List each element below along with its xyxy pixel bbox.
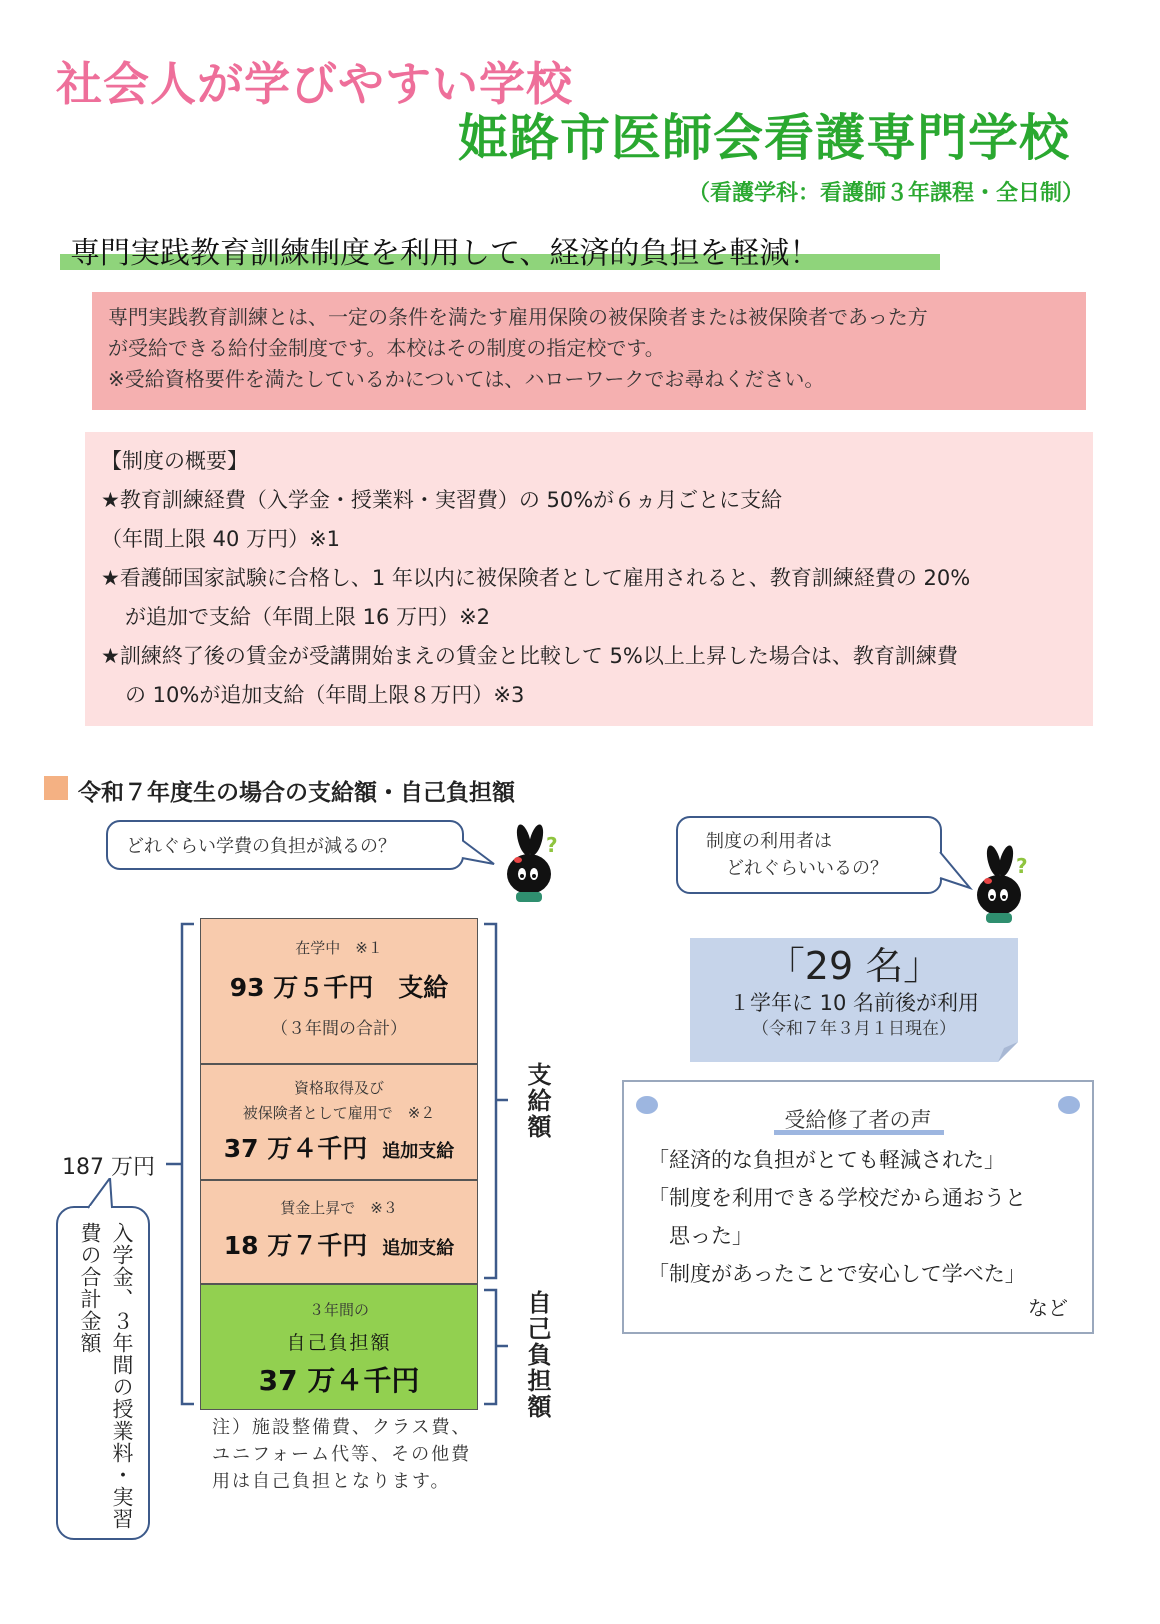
bubble-tail: [462, 838, 498, 868]
block-amount: 37 万４千円: [223, 1134, 368, 1163]
intro-line: が受給できる給付金制度です。本校はその制度の指定校です。: [108, 336, 665, 360]
voice-item: 「制度があったことで安心して学べた」: [648, 1262, 1026, 1286]
overview-item: ★看護師国家試験に合格し、1 年以内に被保険者として雇用されると、教育訓練経費の 20%: [101, 566, 971, 590]
question-mark-icon: ?: [546, 833, 558, 857]
intro-line: ※受給資格要件を満たしているかについては、ハローワークでお尋ねください。: [108, 367, 825, 391]
title-tagline: 社会人が学びやすい学校: [56, 57, 573, 111]
overview-item: ★訓練終了後の賃金が受講開始まえの賃金と比較して 5%以上上昇した場合は、教育訓練費: [101, 644, 958, 668]
section-title: 令和７年度生の場合の支給額・自己負担額: [78, 780, 515, 806]
voices-box: [622, 1080, 1094, 1334]
block-amount: 18 万７千円: [223, 1231, 368, 1260]
headline-text: 専門実践教育訓練制度を利用して、経済的負担を軽減！: [70, 236, 820, 271]
overview-heading: 【制度の概要】: [101, 449, 248, 473]
block-note: （３年間の合計）: [271, 1019, 407, 1039]
question-text: どれぐらい学費の負担が減るの？: [126, 836, 396, 857]
course-subtitle: （看護学科：看護師３年課程・全日制）: [687, 181, 1084, 206]
total-description-bubble: [56, 1206, 150, 1540]
block-amount: 37 万４千円: [258, 1364, 420, 1397]
block-suffix: 追加支給: [382, 1238, 455, 1259]
voices-etc: など: [1028, 1296, 1068, 1320]
users-count: 「29 名」: [766, 944, 942, 988]
cost-note: 注）施設整備費、クラス費、ユニフォーム代等、その他費用は自己負担となります。: [212, 1417, 472, 1492]
total-amount: 187 万円: [62, 1155, 155, 1180]
total-description: 入学金、３年間の授業料・実習費の合計金額: [78, 1222, 134, 1530]
overview-item: が追加で支給（年間上限 16 万円）※2: [125, 605, 491, 629]
school-name: 姫路市医師会看護専門学校: [458, 109, 1070, 167]
users-count-box: [690, 938, 1018, 1062]
question-bubble-fees: [106, 820, 464, 870]
section-marker: [44, 776, 68, 800]
bubble-tail: [84, 1178, 124, 1210]
users-date: （令和７年３月１日現在）: [752, 1019, 956, 1039]
rabbit-mascot-icon: [496, 822, 562, 908]
headline: [60, 228, 940, 276]
block-qualification: [200, 1064, 478, 1180]
rabbit-mascot-icon: [966, 842, 1032, 930]
intro-line: 専門実践教育訓練とは、一定の条件を満たす雇用保険の被保険者または被保険者であった方: [108, 305, 928, 329]
block-self-pay: [200, 1284, 478, 1410]
voices-title: 受給修了者の声: [784, 1108, 932, 1132]
users-per-year: １学年に 10 名前後が利用: [728, 991, 980, 1015]
voice-item: 「制度を利用できる学校だから通おうと: [648, 1186, 1026, 1210]
block-caption: 賃金上昇で ※３: [280, 1199, 398, 1217]
block-caption: 在学中 ※１: [295, 939, 383, 957]
label-paid: 支給額: [523, 1062, 551, 1140]
question-mark-icon: ?: [1016, 854, 1028, 878]
question-text: どれぐらいいるの？: [726, 858, 888, 879]
block-wage-increase: [200, 1180, 478, 1284]
block-label: 自己負担額: [286, 1332, 392, 1354]
question-bubble-users: [676, 816, 942, 894]
voice-item: 思った」: [648, 1224, 753, 1248]
block-caption: 資格取得及び: [293, 1079, 384, 1097]
overview-box: [85, 432, 1093, 726]
block-caption: ３年間の: [308, 1301, 369, 1319]
overview-item: ★教育訓練経費（入学金・授業料・実習費）の 50%が６ヵ月ごとに支給: [101, 488, 783, 512]
block-amount: 93 万５千円 支給: [229, 973, 449, 1002]
label-self-pay: 自己負担額: [523, 1290, 551, 1420]
page-curl: [998, 1042, 1020, 1064]
block-suffix: 追加支給: [382, 1141, 455, 1162]
block-caption: 被保険者として雇用で ※２: [242, 1104, 436, 1122]
intro-box: [92, 292, 1086, 410]
overview-item: （年間上限 40 万円）※1: [101, 527, 341, 551]
question-text: 制度の利用者は: [706, 831, 832, 852]
block-in-school: [200, 918, 478, 1064]
overview-item: の 10%が追加支給（年間上限８万円）※3: [125, 683, 525, 707]
voice-item: 「経済的な負担がとても軽減された」: [648, 1148, 1005, 1172]
